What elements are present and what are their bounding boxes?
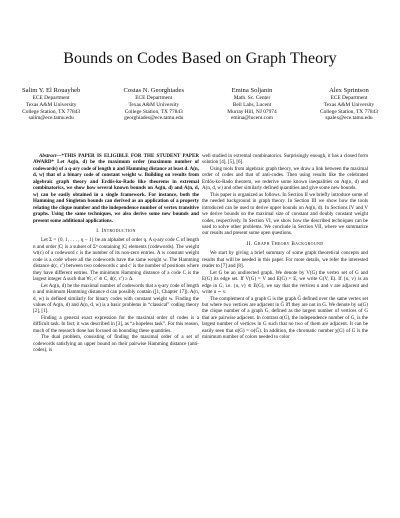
paragraph: Let Σ = {0, 1, . . . , q − 1} be an alphabet of order q. A q-ary code C of length n and order |C| is a subset of Σⁿ containing |C| elements (codewords). The weight wt(c) of a codeword c is the number of its non-zero entries. A w constant weight code is a code where all the codewords have the same weight w. The Hamming distance d(c, c′) between two codewords c and c′ is the number of positions where they have different entries. The minimum Hamming distance of a code C is the largest integer Δ such that ∀c, c′ ∈ C, d(c, c′) ≥ Δ. (33, 237, 199, 283)
author-email: georghiades@ece.tamu.edu (124, 115, 184, 122)
author-dept: Math. Sc. Center (233, 95, 271, 101)
paragraph: Let Aq(n, d) be the maximal number of codewords that a q-ary code of length n and minimum Hamming distance d can possibly contain ([1, Chapter 17]). A(n, d, w) is defined similarly for binary codes with constant weight w. Finding the values of Aq(n, d) and A(n, d, w) is a basic problems in “classical” coding theory [2], [1]. (33, 282, 199, 315)
author-4 (320, 87, 378, 122)
paragraph: The complement of a graph G is the graph Ḡ defined over the same vertex set but where two vertices are adjacent in Ḡ iff they are not in G. We denote by ω(G) the clique number of a graph G, defined as the largest number of vertices of G that are pairwise adjacent. In contrast α(G), the independence number of G, is the largest number of vertices in G such that no two of them are adjacent. It can be easily seen that α(G) = ω(Ḡ). In addition, the chromatic number χ(G) of G is the minimum number of colors needed to color (202, 295, 368, 341)
author-org: Bell Labs, Lucent (232, 101, 272, 108)
author-email: spalex@ece.tamu.edu (325, 115, 373, 122)
abstract-label: Abstract (39, 153, 57, 159)
author-3 (227, 87, 276, 122)
paragraph: Finding a general exact expression for the maximal order of codes is a difficult task. In fact, it was described in [3], as “a hopeless task”. For this reason, much of the research done has focused on bounding these quantities. (33, 314, 199, 334)
author-dept: ECE Department (135, 95, 173, 101)
paragraph: This paper is organized as follows. In Section II we briefly introduce some of the needed background in graph theory. In Section III we show how the tools introduced can be used to derive upper bounds on Aq(n, d). In Sections IV and V we derive bounds on the maximal size of constant and doubly constant weight codes, respectively. In Section VI, we show how the described techniques can be used to solve other problems. We conclude in Section VII, where we summarize our results and present some open questions. (202, 191, 368, 237)
author-name: Alex Sprintson (329, 87, 369, 94)
paragraph: We start by giving a brief summary of some graph theoretical concepts and results that will be needed in this paper. For more details, we refer the interested reader to [7] and [8]. (202, 250, 368, 270)
left-column (33, 153, 199, 354)
author-email: emina@lucent.com (231, 115, 273, 122)
paper-title: Bounds on Codes Based on Graph Theory (63, 50, 337, 67)
author-location: Murray Hill, NJ 07974 (227, 108, 277, 115)
abstract-text: —*THIS PAPER IS ELIGIBLE FOR THE STUDENT PAPER AWARD* Let Aq(n, d) be the maximum order (maximum number of codewords) of a q-ary code of length n and Hamming distance at least d. A(n, d, w) that of a binary code of constant weight w. Building on results from algebraic graph theory and Erdős-ko-Rado like theorems in extremal combinatorics, we show how several known bounds on Aq(n, d) and A(n, d, w) can be easily obtained in a single framework. For instance, both the Hamming and Singleton bounds can derived as an application of a property relating the clique number and the independence number of vertex transitive graphs. Using the same techniques, we also derive some new bounds and present some additional applications. (33, 153, 199, 224)
author-email: salim@ece.tamu.edu (28, 115, 74, 122)
section-heading-introduction: I. Introduction (96, 227, 136, 234)
author-1 (22, 87, 80, 122)
author-org: Texas A&M University (25, 101, 77, 108)
paragraph: well studied in extremal combinatorics. Surprisingly enough, it has a closed form solution [4], [5], [6]. (202, 153, 368, 166)
author-name: Salim Y. El Rouayheb (22, 87, 81, 94)
paragraph: The dual problem, consisting of finding the maximal order of a set of codewords satisfying an upper bound on their pairwise Hamming distance (anti-codes), is (33, 334, 199, 354)
paragraph: Using tools from algebraic graph theory, we draw a link between the maximal order of codes and that of anti-codes. Then using results like the celebrated Erdős-ko-Rado theorem, we rederive some known inequalities on Aq(n, d) and A(n, d, w) and other similarly defined quantities and give some new bounds. (202, 165, 368, 192)
author-dept: ECE Department (32, 95, 70, 101)
author-org: Texas A&M University (128, 101, 180, 108)
author-block (22, 87, 378, 122)
author-location: College Station, TX 77843 (22, 108, 81, 115)
author-location: College Station, TX 77843 (124, 108, 183, 115)
author-name: Emina Soljanin (231, 87, 273, 94)
right-column (202, 153, 368, 341)
author-name: Costas N. Georghiades (123, 87, 185, 94)
abstract (33, 153, 199, 224)
section-heading-graph-theory-background: II. Graph Theory Background (246, 240, 324, 247)
author-org: Texas A&M University (323, 101, 375, 108)
author-dept: ECE Department (330, 95, 368, 101)
author-location: College Station, TX 77843 (319, 108, 378, 115)
paragraph: Let G be an undirected graph. We denote by V(G) the vertex set of G and E(G) its edge set. If V(G) = V and E(G) = E, we write G(V, E). If {u, v} is an edge in G, i.e. {u, v} ∈ E(G), we say that the vertices u and v are adjacent and write u ∼ v. (202, 269, 368, 296)
author-2 (124, 87, 185, 122)
